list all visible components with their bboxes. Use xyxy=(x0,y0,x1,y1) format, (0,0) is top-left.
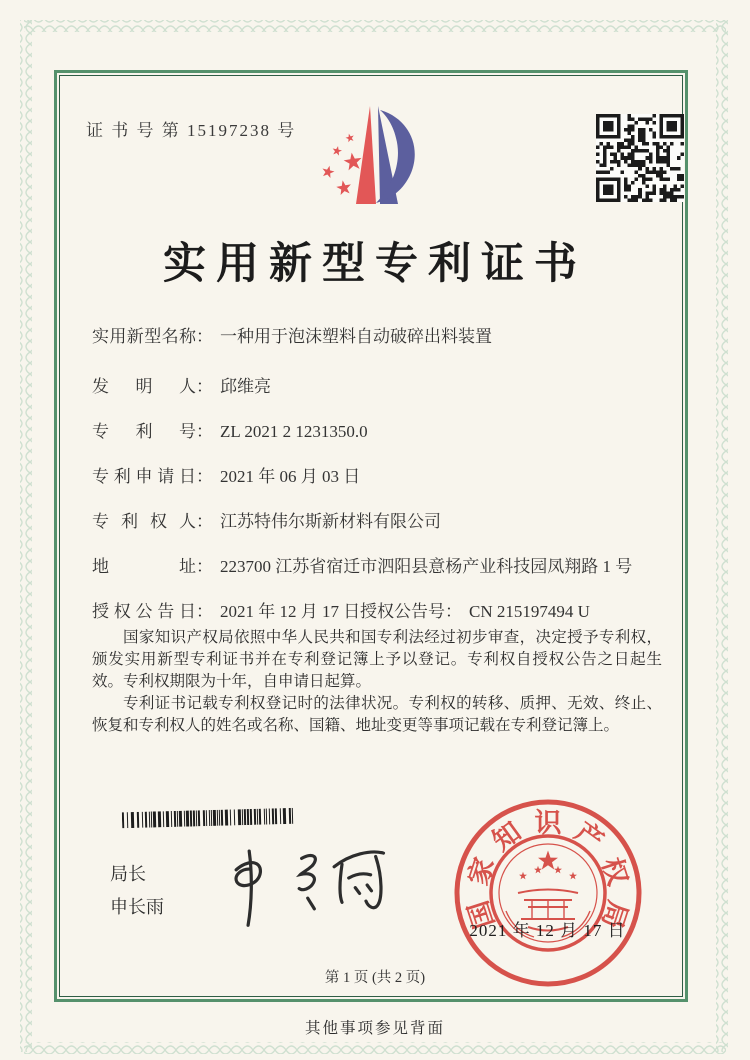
field-grant-number xyxy=(360,597,590,622)
back-note: 其他事项参见背面 xyxy=(304,1020,445,1037)
legal-paragraph-1: 国家知识产权局依照中华人民共和国专利法经过初步审查，决定授予专利权，颁发实用新型专利证书并在专利登记簿上予以登记。专利权自授权公告之日起生效。专利权期限为十年，自申请日起算。 xyxy=(92,629,662,690)
field-label: 授权公告日 xyxy=(92,602,196,621)
field-label: 专利申请日 xyxy=(92,467,196,486)
certificate-title: 实用新型专利证书 xyxy=(163,241,587,288)
colon: ： xyxy=(196,467,213,486)
colon: ： xyxy=(196,602,213,621)
field-row-address xyxy=(92,552,632,577)
field-label: 专利权人 xyxy=(92,512,196,531)
field-value: 江苏特伟尔斯新材料有限公司 xyxy=(220,512,441,531)
field-value: 2021 年 12 月 17 日 xyxy=(220,602,361,621)
field-row-filing-date xyxy=(92,462,360,487)
qr-code xyxy=(596,114,684,202)
field-row-patentee xyxy=(92,507,441,532)
field-label: 专利号 xyxy=(92,422,196,441)
field-label: 地址 xyxy=(92,557,196,576)
cnipa-logo-icon xyxy=(306,98,430,214)
seal-char: 局 xyxy=(596,897,634,933)
seal-char: 家 xyxy=(462,853,500,889)
colon: ： xyxy=(196,422,213,441)
colon: ： xyxy=(196,512,213,531)
field-label: 授权公告号 xyxy=(360,602,445,621)
field-value: 223700 江苏省宿迁市泗阳县意杨产业科技园凤翔路 1 号 xyxy=(220,557,633,576)
field-value: 2021 年 06 月 03 日 xyxy=(220,467,361,486)
colon: ： xyxy=(196,377,213,396)
colon: ： xyxy=(196,327,213,346)
grant-seal-date: 2021 年 12 月 17 日 xyxy=(469,921,626,940)
field-value: 邱维亮 xyxy=(220,377,271,396)
field-label: 实用新型名称 xyxy=(92,327,196,346)
page-number: 第 1 页 (共 2 页) xyxy=(324,970,426,986)
field-value: CN 215197494 U xyxy=(469,602,590,621)
seal-char: 识 xyxy=(534,808,562,838)
certificate-number: 证 书 号 第 15197238 号 xyxy=(86,121,297,140)
field-row-inventor xyxy=(92,372,271,397)
commissioner-block xyxy=(110,858,164,924)
commissioner-name: 申长雨 xyxy=(110,897,164,917)
field-row-utility-model-name xyxy=(92,322,492,347)
seal-char: 权 xyxy=(596,853,634,889)
official-seal xyxy=(452,797,644,989)
legal-text xyxy=(92,627,662,737)
signature-shen-changyu-icon xyxy=(205,836,415,932)
field-row-patent-number xyxy=(92,417,368,442)
legal-paragraph-2: 专利证书记载专利权登记时的法律状况。专利权的转移、质押、无效、终止、恢复和专利权人的姓名或名称、国籍、地址变更等事项记载在专利登记簿上。 xyxy=(92,695,662,734)
field-row-grant-date xyxy=(92,597,667,622)
colon: ： xyxy=(445,602,462,621)
seal-char: 知 xyxy=(487,816,527,857)
field-value: 一种用于泡沫塑料自动破碎出料装置 xyxy=(220,327,492,346)
field-label: 发明人 xyxy=(92,377,196,396)
seal-char: 产 xyxy=(569,816,609,857)
seal-char: 国 xyxy=(462,897,500,933)
commissioner-title: 局长 xyxy=(110,864,146,884)
field-value: ZL 2021 2 1231350.0 xyxy=(220,422,368,441)
colon: ： xyxy=(196,557,213,576)
